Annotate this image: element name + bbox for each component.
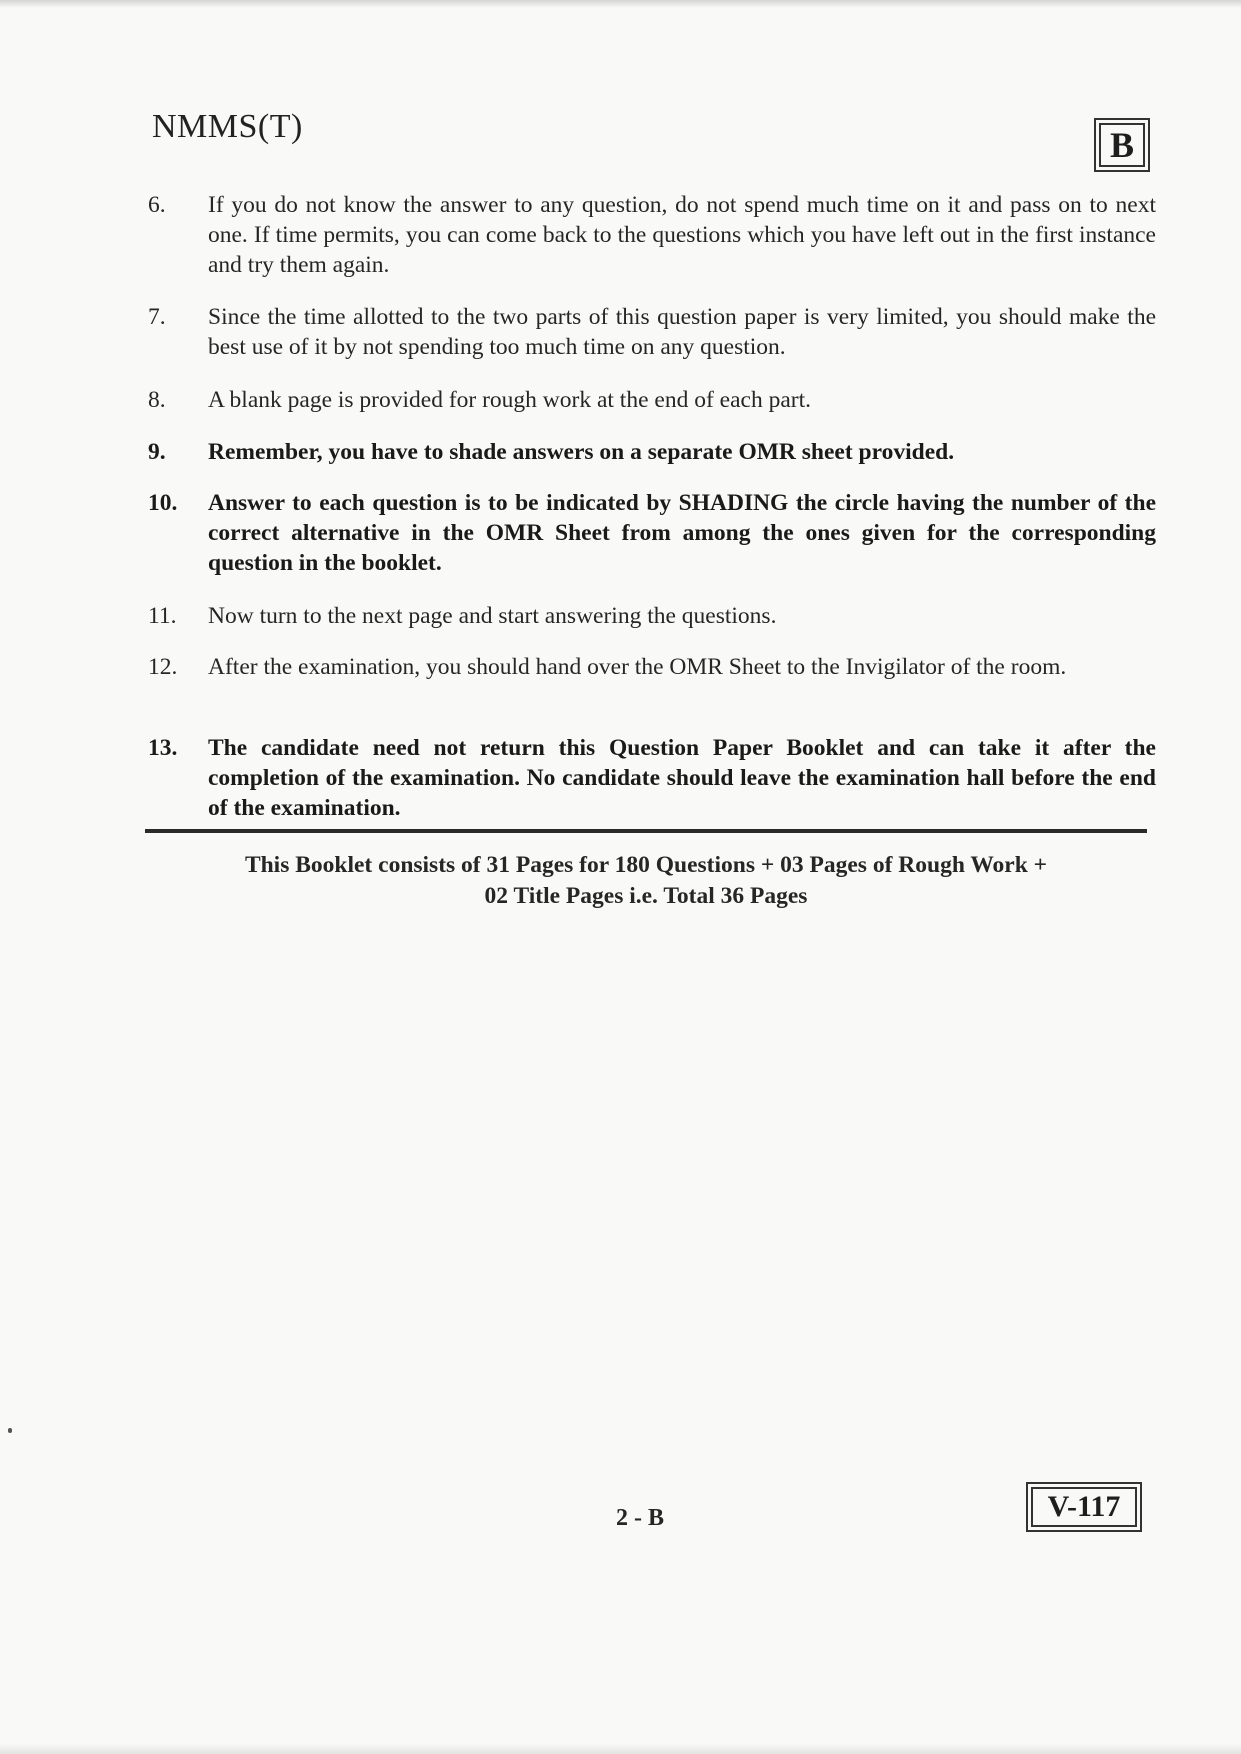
instruction-item-13	[148, 733, 1156, 823]
instruction-number: 13.	[148, 735, 178, 761]
instruction-number: 6.	[148, 192, 166, 218]
page-number: 2 - B	[616, 1505, 664, 1531]
instruction-item-11	[148, 601, 1156, 631]
instruction-item-8	[148, 385, 1156, 415]
instruction-text: If you do not know the answer to any question, do not spend much time on it and pass on to next one. If time permits, you can come back to the questions which you have left out in the first instance and try them again.	[208, 192, 1156, 278]
scan-edge-bottom	[0, 1744, 1241, 1754]
section-divider	[145, 829, 1147, 833]
set-code-box	[1094, 118, 1150, 172]
instruction-text: Answer to each question is to be indicated by SHADING the circle having the number of the correct alternative in the OMR Sheet from among the ones given for the corresponding question in the booklet.	[208, 490, 1156, 576]
exam-code-title: NMMS(T)	[152, 108, 303, 145]
instruction-text: The candidate need not return this Question Paper Booklet and can take it after the completion of the examination. No candidate should leave the examination hall before the end of the examination.	[208, 735, 1156, 821]
instruction-number: 12.	[148, 654, 178, 680]
instruction-item-7	[148, 302, 1156, 362]
instruction-item-12	[148, 652, 1156, 682]
instruction-text: A blank page is provided for rough work at the end of each part.	[208, 387, 811, 413]
instruction-number: 7.	[148, 304, 166, 330]
booklet-page-count	[145, 850, 1147, 912]
instruction-text: Remember, you have to shade answers on a separate OMR sheet provided.	[208, 439, 955, 465]
scan-edge-top	[0, 0, 1241, 8]
set-code-letter: B	[1099, 123, 1145, 167]
instruction-item-9	[148, 437, 1156, 467]
instruction-text: Since the time allotted to the two parts of this question paper is very limited, you should make the best use of it by not spending too much time on any question.	[208, 304, 1156, 360]
booklet-info-line-1: This Booklet consists of 31 Pages for 180 Questions + 03 Pages of Rough Work +	[244, 852, 1048, 878]
instruction-item-10	[148, 488, 1156, 578]
booklet-info-line-2: 02 Title Pages i.e. Total 36 Pages	[484, 883, 808, 909]
instruction-number: 9.	[148, 439, 166, 465]
instruction-text: Now turn to the next page and start answering the questions.	[208, 603, 777, 629]
instruction-number: 10.	[148, 490, 178, 516]
scan-speck	[8, 1428, 12, 1433]
instruction-item-6	[148, 190, 1156, 280]
reference-code: V-117	[1031, 1487, 1137, 1527]
instruction-text: After the examination, you should hand over the OMR Sheet to the Invigilator of the room.	[208, 654, 1067, 680]
reference-code-box	[1026, 1482, 1142, 1532]
instruction-number: 8.	[148, 387, 166, 413]
instruction-number: 11.	[148, 603, 177, 629]
